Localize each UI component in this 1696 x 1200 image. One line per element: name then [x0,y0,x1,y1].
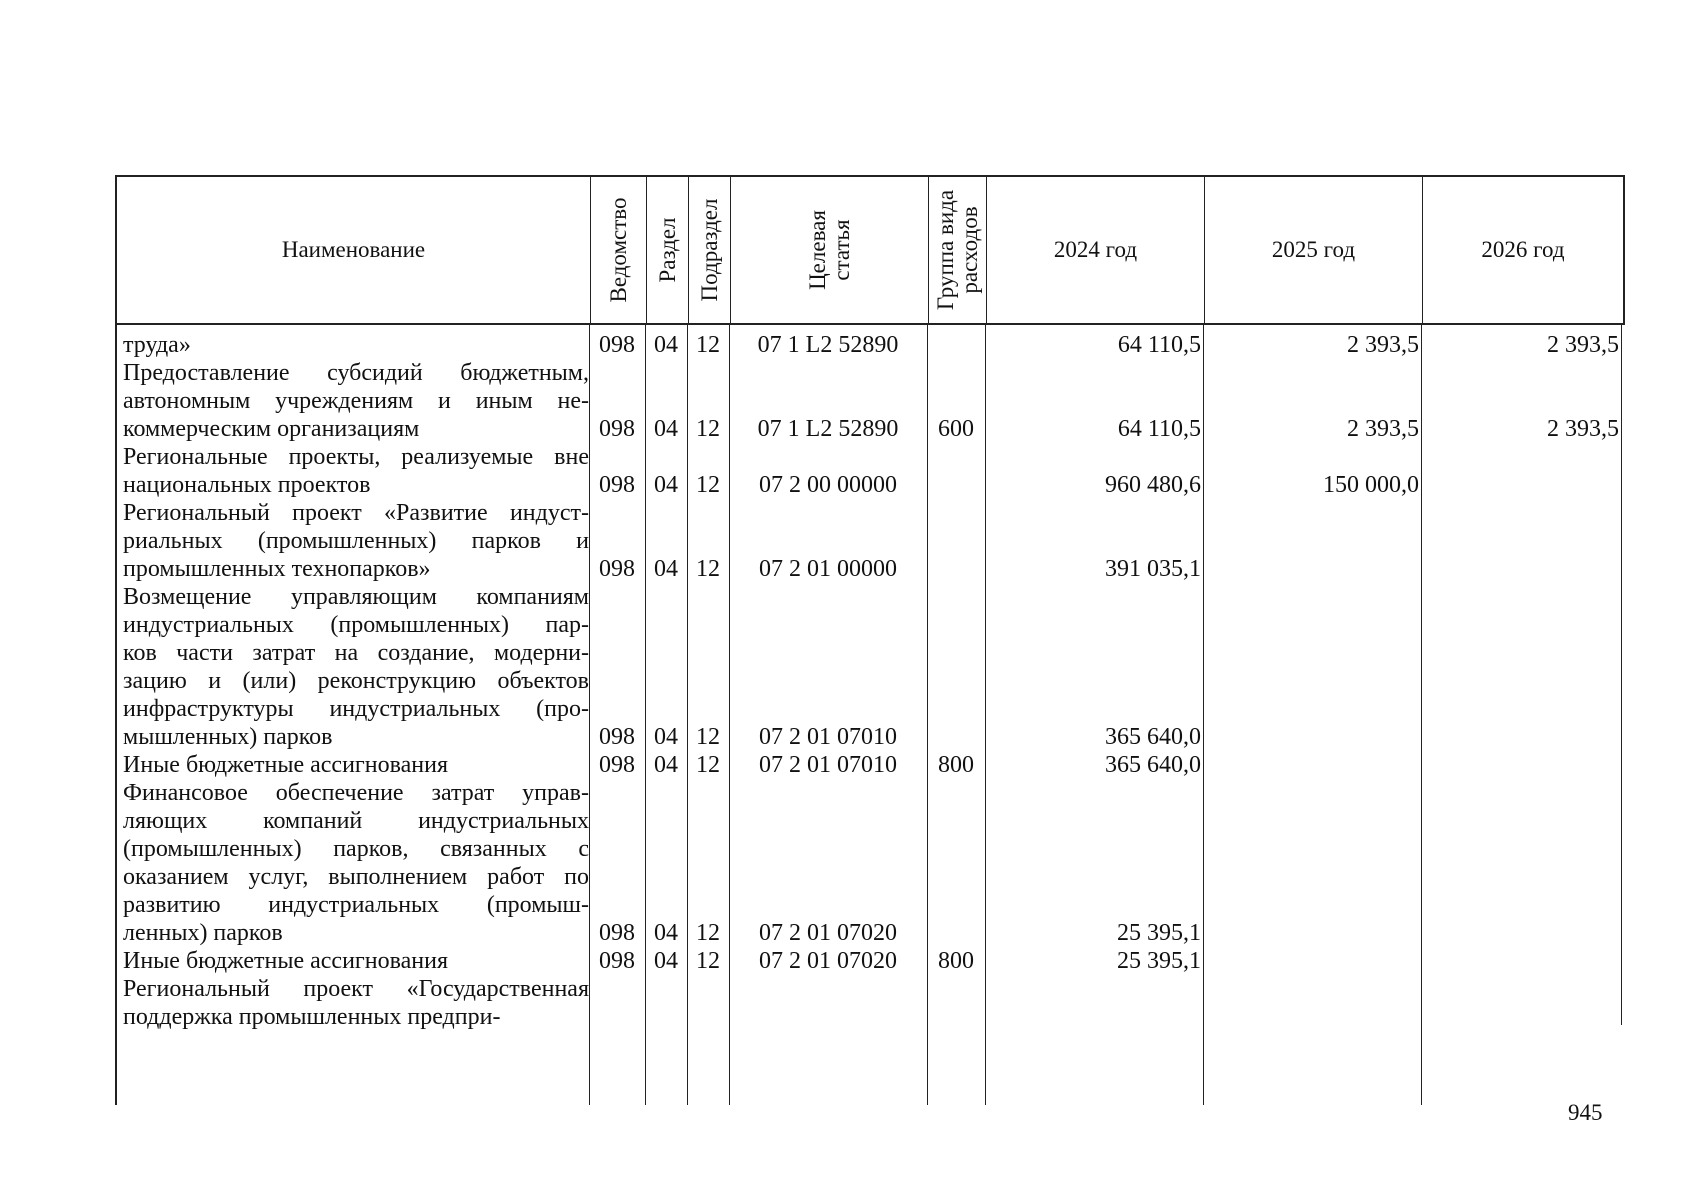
cell-vedomstvo: 098 [599,752,635,778]
cell-razdel: 04 [654,472,678,498]
cell-podrazdel: 12 [696,332,720,358]
cell-celevaya-statya: 07 1 L2 52890 [757,416,899,442]
table-header [115,175,1625,325]
row-name-line: Возмещение управляющим компаниям [123,584,589,610]
row-name-line: Иные бюджетные ассигнования [123,948,448,974]
row-name-line: Региональный проект «Развитие индуст- [123,500,589,526]
row-name-line: автономным учреждениям и иным не- [123,388,589,414]
cell-gruppa-vida: 600 [938,416,974,442]
grid-line [1621,325,1622,1025]
cell-vedomstvo: 098 [599,724,635,750]
row-name-line: ляющих компаний индустриальных [123,808,589,834]
row-name-line: развитию индустриальных (промыш- [123,892,589,918]
row-name-line: (промышленных) парков, связанных с [123,836,589,862]
row-name-line: риальных (промышленных) парков и [123,528,589,554]
cell-2024: 64 110,5 [1117,332,1201,358]
cell-podrazdel: 12 [696,752,720,778]
cell-podrazdel: 12 [696,472,720,498]
header-gruppa [933,190,981,310]
row-name-line: Иные бюджетные ассигнования [123,752,448,778]
cell-2024: 64 110,5 [1117,416,1201,442]
cell-gruppa-vida: 800 [938,752,974,778]
row-name-line: ленных) парков [123,920,283,946]
row-name-line: коммерческим организациям [123,416,420,442]
row-name-line: мышленных) парков [123,724,333,750]
page-number: 945 [1568,1100,1603,1125]
cell-2025: 150 000,0 [1323,472,1419,498]
row-name-line: поддержка промышленных предпри- [123,1004,501,1030]
cell-celevaya-statya: 07 2 01 07020 [759,920,897,946]
cell-vedomstvo: 098 [599,920,635,946]
header-celevaya-line1: Целевая [804,210,830,290]
cell-2025: 2 393,5 [1347,416,1419,442]
header-gruppa-line1: Группа вида [932,189,958,311]
cell-2024: 960 480,6 [1105,472,1201,498]
cell-celevaya-statya: 07 2 01 07010 [759,724,897,750]
header-gruppa-line2: расходов [956,206,982,294]
cell-2026: 2 393,5 [1547,332,1619,358]
grid-line [115,325,117,1105]
cell-razdel: 04 [654,752,678,778]
cell-razdel: 04 [654,556,678,582]
cell-podrazdel: 12 [696,948,720,974]
cell-celevaya-statya: 07 1 L2 52890 [757,332,899,358]
header-razdel: Раздел [654,217,680,283]
row-name-line: Региональные проекты, реализуемые вне [123,444,589,470]
header-razdel-cell [647,177,689,323]
header-2025: 2025 год [1271,237,1356,263]
header-2025-cell [1205,177,1423,323]
cell-podrazdel: 12 [696,556,720,582]
cell-vedomstvo: 098 [599,472,635,498]
row-name-line: труда» [123,332,191,358]
cell-razdel: 04 [654,724,678,750]
cell-vedomstvo: 098 [599,948,635,974]
header-name-cell [117,177,591,323]
cell-razdel: 04 [654,948,678,974]
cell-celevaya-statya: 07 2 01 00000 [759,556,897,582]
header-2026: 2026 год [1481,237,1565,263]
header-podrazdel-cell [689,177,731,323]
row-name-line: Предоставление субсидий бюджетным, [123,360,589,386]
header-name: Наименование [281,237,426,263]
cell-podrazdel: 12 [696,724,720,750]
cell-celevaya-statya: 07 2 00 00000 [759,472,897,498]
row-name-line: индустриальных (промышленных) пар- [123,612,589,638]
cell-2024: 391 035,1 [1105,556,1201,582]
row-name-line: промышленных технопарков» [123,556,431,582]
row-name-line: Региональный проект «Государственная [123,976,589,1002]
cell-podrazdel: 12 [696,920,720,946]
header-podrazdel: Подраздел [696,198,722,302]
header-2024: 2024 год [1053,237,1138,263]
cell-razdel: 04 [654,920,678,946]
header-vedomstvo: Ведомство [605,197,631,303]
header-2026-cell [1423,177,1623,323]
cell-2025: 2 393,5 [1347,332,1419,358]
cell-2026: 2 393,5 [1547,416,1619,442]
header-2024-cell [987,177,1205,323]
row-name-line: ков части затрат на создание, модерни- [123,640,589,666]
cell-gruppa-vida: 800 [938,948,974,974]
row-name-line: национальных проектов [123,472,371,498]
header-celevaya-cell [731,177,929,323]
cell-vedomstvo: 098 [599,556,635,582]
cell-2024: 365 640,0 [1105,752,1201,778]
cell-2024: 25 395,1 [1117,920,1201,946]
cell-vedomstvo: 098 [599,332,635,358]
header-celevaya-line2: статья [828,219,854,281]
cell-podrazdel: 12 [696,416,720,442]
cell-razdel: 04 [654,416,678,442]
header-gruppa-cell [929,177,987,323]
cell-celevaya-statya: 07 2 01 07010 [759,752,897,778]
cell-celevaya-statya: 07 2 01 07020 [759,948,897,974]
row-name-line: Финансовое обеспечение затрат управ- [123,780,589,806]
header-vedomstvo-cell [591,177,647,323]
row-name-line: зацию и (или) реконструкцию объектов [123,668,589,694]
cell-vedomstvo: 098 [599,416,635,442]
table-body [115,325,1625,1105]
cell-2024: 25 395,1 [1117,948,1201,974]
row-name-line: оказанием услуг, выполнением работ по [123,864,589,890]
row-name-line: инфраструктуры индустриальных (про- [123,696,589,722]
cell-razdel: 04 [654,332,678,358]
cell-2024: 365 640,0 [1105,724,1201,750]
header-celevaya [805,210,853,290]
